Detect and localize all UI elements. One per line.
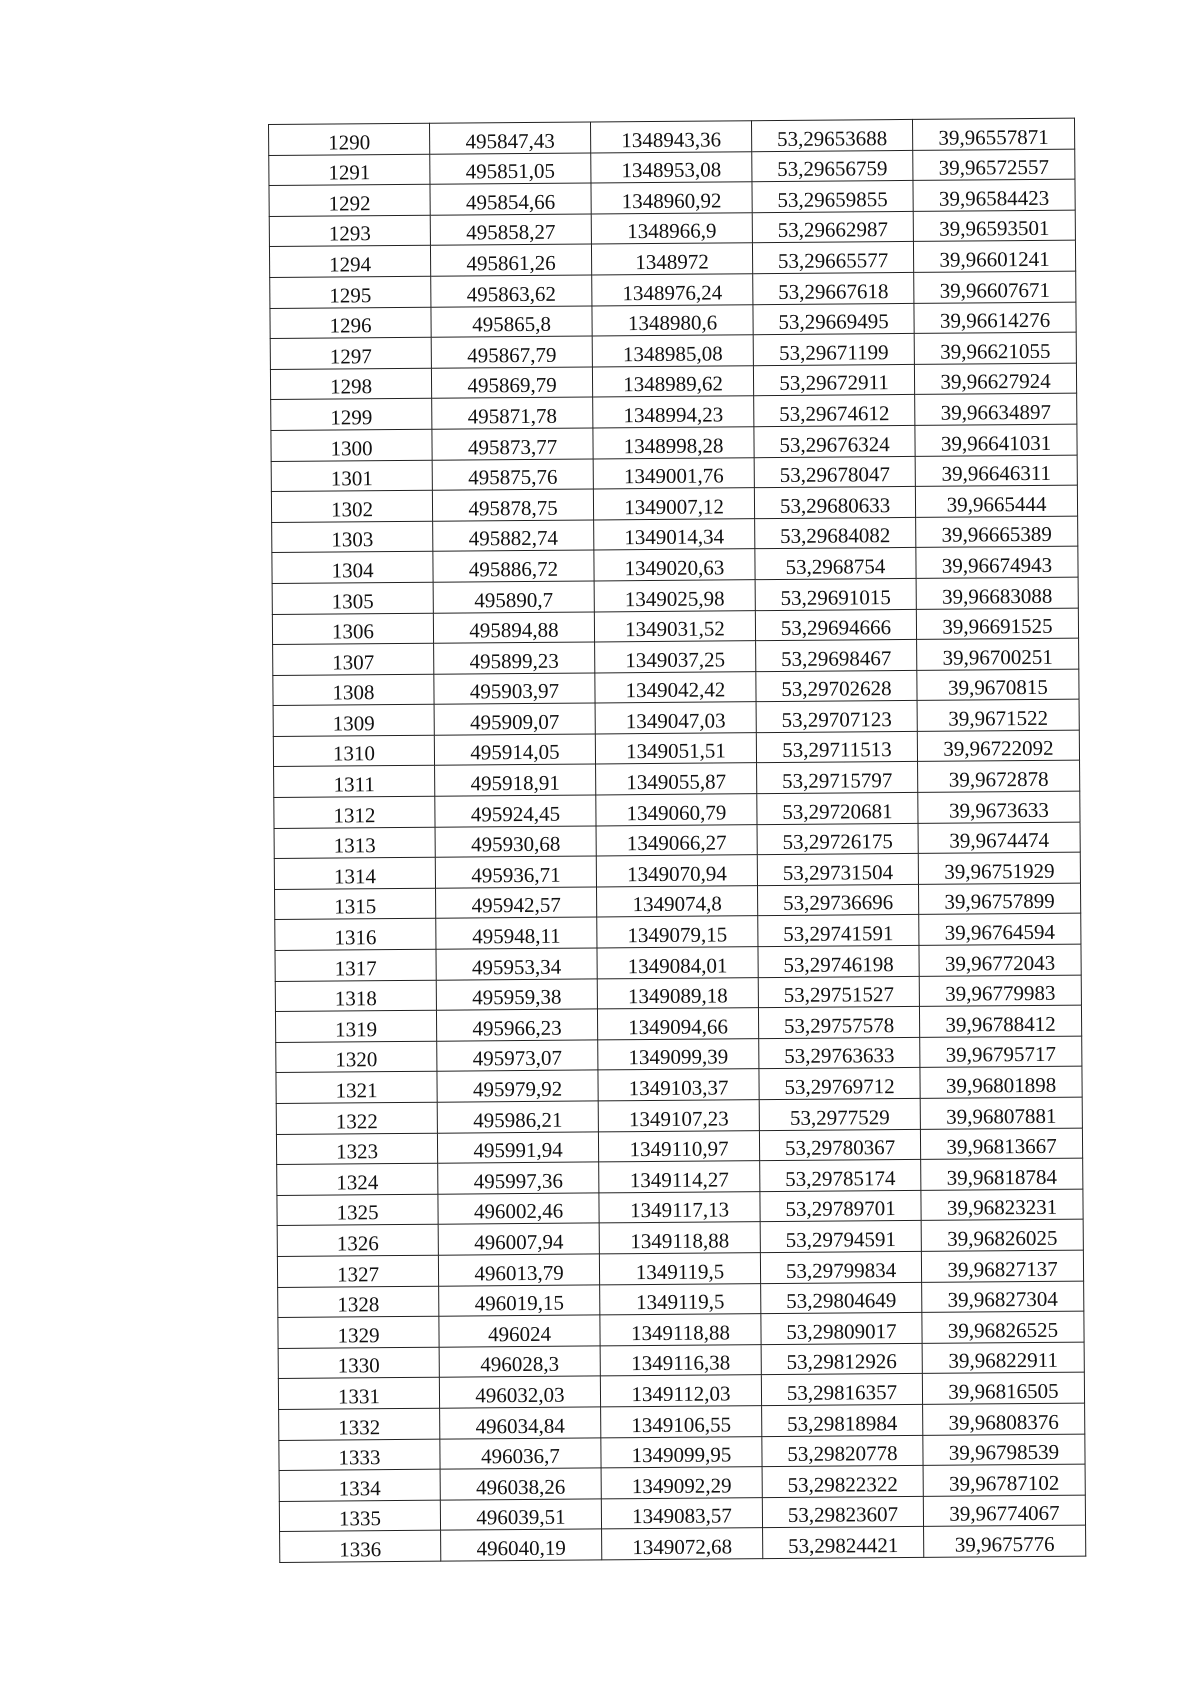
point-number-cell: 1296 xyxy=(270,307,431,339)
longitude-cell: 39,96807881 xyxy=(920,1097,1082,1129)
y-coordinate-cell: 1348972 xyxy=(591,243,752,275)
latitude-cell: 53,29671199 xyxy=(753,334,914,366)
latitude-cell: 53,29736696 xyxy=(757,884,918,916)
x-coordinate-cell: 495869,79 xyxy=(431,367,592,399)
longitude-cell: 39,96584423 xyxy=(913,179,1075,211)
y-coordinate-cell: 1349014,34 xyxy=(594,518,755,550)
longitude-cell: 39,96795717 xyxy=(920,1036,1082,1068)
point-number-cell: 1301 xyxy=(271,460,432,492)
longitude-cell: 39,96665389 xyxy=(916,516,1078,548)
point-number-cell: 1329 xyxy=(278,1316,439,1348)
point-number-cell: 1317 xyxy=(275,949,436,981)
point-number-cell: 1316 xyxy=(275,919,436,951)
y-coordinate-cell: 1349001,76 xyxy=(593,457,754,489)
latitude-cell: 53,29707123 xyxy=(756,701,917,733)
longitude-cell: 39,96557871 xyxy=(912,118,1074,150)
latitude-cell: 53,29818984 xyxy=(762,1404,923,1436)
x-coordinate-cell: 496039,51 xyxy=(440,1499,601,1531)
x-coordinate-cell: 495924,45 xyxy=(435,795,596,827)
y-coordinate-cell: 1348985,08 xyxy=(592,335,753,367)
x-coordinate-cell: 496002,46 xyxy=(438,1193,599,1225)
x-coordinate-cell: 496028,3 xyxy=(439,1346,600,1378)
latitude-cell: 53,29653688 xyxy=(751,119,912,151)
longitude-cell: 39,96646311 xyxy=(915,455,1077,487)
point-number-cell: 1327 xyxy=(277,1255,438,1287)
longitude-cell: 39,9670815 xyxy=(917,669,1079,701)
longitude-cell: 39,96641031 xyxy=(915,424,1077,456)
point-number-cell: 1306 xyxy=(272,613,433,645)
latitude-cell: 53,2977529 xyxy=(759,1098,920,1130)
y-coordinate-cell: 1349112,03 xyxy=(600,1375,761,1407)
y-coordinate-cell: 1349047,03 xyxy=(595,702,756,734)
longitude-cell: 39,96691525 xyxy=(916,608,1078,640)
longitude-cell: 39,96722092 xyxy=(917,730,1079,762)
y-coordinate-cell: 1349118,88 xyxy=(599,1222,760,1254)
latitude-cell: 53,29678047 xyxy=(754,456,915,488)
y-coordinate-cell: 1348976,24 xyxy=(592,274,753,306)
point-number-cell: 1324 xyxy=(277,1163,438,1195)
longitude-cell: 39,96822911 xyxy=(922,1342,1084,1374)
y-coordinate-cell: 1349083,57 xyxy=(601,1497,762,1529)
latitude-cell: 53,29665577 xyxy=(752,242,913,274)
longitude-cell: 39,96827137 xyxy=(921,1250,1083,1282)
y-coordinate-cell: 1349037,25 xyxy=(595,641,756,673)
latitude-cell: 53,29674612 xyxy=(754,395,915,427)
x-coordinate-cell: 496032,03 xyxy=(439,1376,600,1408)
x-coordinate-cell: 495847,43 xyxy=(429,122,590,154)
point-number-cell: 1297 xyxy=(270,337,431,369)
point-number-cell: 1332 xyxy=(279,1408,440,1440)
latitude-cell: 53,29789701 xyxy=(760,1190,921,1222)
longitude-cell: 39,96700251 xyxy=(917,638,1079,670)
longitude-cell: 39,96593501 xyxy=(913,210,1075,242)
point-number-cell: 1334 xyxy=(279,1469,440,1501)
x-coordinate-cell: 495936,71 xyxy=(435,856,596,888)
longitude-cell: 39,96816505 xyxy=(922,1372,1084,1404)
y-coordinate-cell: 1349055,87 xyxy=(596,763,757,795)
point-number-cell: 1308 xyxy=(273,674,434,706)
point-number-cell: 1309 xyxy=(273,704,434,736)
longitude-cell: 39,96614276 xyxy=(914,302,1076,334)
x-coordinate-cell: 496024 xyxy=(439,1315,600,1347)
point-number-cell: 1294 xyxy=(269,246,430,278)
point-number-cell: 1299 xyxy=(271,399,432,431)
point-number-cell: 1323 xyxy=(276,1133,437,1165)
point-number-cell: 1303 xyxy=(272,521,433,553)
longitude-cell: 39,96798539 xyxy=(923,1434,1085,1466)
y-coordinate-cell: 1349114,27 xyxy=(599,1161,760,1193)
y-coordinate-cell: 1349007,12 xyxy=(593,488,754,520)
x-coordinate-cell: 495873,77 xyxy=(432,428,593,460)
x-coordinate-cell: 495909,07 xyxy=(434,703,595,735)
table-row xyxy=(280,1525,1086,1562)
y-coordinate-cell: 1349110,97 xyxy=(598,1130,759,1162)
x-coordinate-cell: 495953,34 xyxy=(436,948,597,980)
latitude-cell: 53,29715797 xyxy=(757,762,918,794)
longitude-cell: 39,96788412 xyxy=(919,1005,1081,1037)
longitude-cell: 39,9672878 xyxy=(918,761,1080,793)
y-coordinate-cell: 1348966,9 xyxy=(591,212,752,244)
x-coordinate-cell: 495914,05 xyxy=(434,734,595,766)
longitude-cell: 39,9665444 xyxy=(915,485,1077,517)
longitude-cell: 39,96757899 xyxy=(918,883,1080,915)
x-coordinate-cell: 496019,15 xyxy=(439,1284,600,1316)
point-number-cell: 1322 xyxy=(276,1102,437,1134)
point-number-cell: 1311 xyxy=(274,766,435,798)
longitude-cell: 39,96801898 xyxy=(920,1067,1082,1099)
x-coordinate-cell: 495918,91 xyxy=(435,764,596,796)
longitude-cell: 39,96674943 xyxy=(916,546,1078,578)
longitude-cell: 39,96572557 xyxy=(913,149,1075,181)
y-coordinate-cell: 1349118,88 xyxy=(600,1314,761,1346)
longitude-cell: 39,96779983 xyxy=(919,975,1081,1007)
y-coordinate-cell: 1348994,23 xyxy=(593,396,754,428)
point-number-cell: 1326 xyxy=(277,1225,438,1257)
x-coordinate-cell: 496034,84 xyxy=(440,1407,601,1439)
x-coordinate-cell: 495899,23 xyxy=(434,642,595,674)
y-coordinate-cell: 1349119,5 xyxy=(599,1253,760,1285)
y-coordinate-cell: 1348960,92 xyxy=(591,182,752,214)
longitude-cell: 39,96826525 xyxy=(922,1311,1084,1343)
latitude-cell: 53,29720681 xyxy=(757,792,918,824)
latitude-cell: 53,29684082 xyxy=(755,517,916,549)
y-coordinate-cell: 1349107,23 xyxy=(598,1100,759,1132)
longitude-cell: 39,96751929 xyxy=(918,852,1080,884)
point-number-cell: 1305 xyxy=(272,582,433,614)
x-coordinate-cell: 495878,75 xyxy=(432,489,593,521)
x-coordinate-cell: 495948,11 xyxy=(436,917,597,949)
point-number-cell: 1328 xyxy=(278,1286,439,1318)
point-number-cell: 1321 xyxy=(276,1072,437,1104)
y-coordinate-cell: 1349074,8 xyxy=(597,886,758,918)
latitude-cell: 53,29667618 xyxy=(753,272,914,304)
latitude-cell: 53,29676324 xyxy=(754,425,915,457)
x-coordinate-cell: 495997,36 xyxy=(438,1162,599,1194)
y-coordinate-cell: 1349079,15 xyxy=(597,916,758,948)
y-coordinate-cell: 1349103,37 xyxy=(598,1069,759,1101)
latitude-cell: 53,29794591 xyxy=(760,1221,921,1253)
longitude-cell: 39,9671522 xyxy=(917,699,1079,731)
longitude-cell: 39,96826025 xyxy=(921,1220,1083,1252)
latitude-cell: 53,29694666 xyxy=(755,609,916,641)
longitude-cell: 39,96827304 xyxy=(922,1281,1084,1313)
y-coordinate-cell: 1349031,52 xyxy=(594,610,755,642)
coordinate-table-body xyxy=(269,118,1086,1562)
latitude-cell: 53,29785174 xyxy=(760,1160,921,1192)
longitude-cell: 39,96808376 xyxy=(923,1403,1085,1435)
x-coordinate-cell: 495966,23 xyxy=(436,1009,597,1041)
latitude-cell: 53,29711513 xyxy=(756,731,917,763)
point-number-cell: 1335 xyxy=(279,1500,440,1532)
y-coordinate-cell: 1348980,6 xyxy=(592,304,753,336)
latitude-cell: 53,29656759 xyxy=(752,150,913,182)
latitude-cell: 53,29799834 xyxy=(760,1251,921,1283)
latitude-cell: 53,29816357 xyxy=(761,1374,922,1406)
point-number-cell: 1333 xyxy=(279,1439,440,1471)
x-coordinate-cell: 496036,7 xyxy=(440,1437,601,1469)
x-coordinate-cell: 495882,74 xyxy=(433,520,594,552)
longitude-cell: 39,96823231 xyxy=(921,1189,1083,1221)
x-coordinate-cell: 496040,19 xyxy=(441,1529,602,1561)
latitude-cell: 53,29669495 xyxy=(753,303,914,335)
latitude-cell: 53,29822322 xyxy=(762,1466,923,1498)
longitude-cell: 39,96774067 xyxy=(923,1495,1085,1527)
x-coordinate-cell: 495865,8 xyxy=(431,306,592,338)
x-coordinate-cell: 495959,38 xyxy=(436,979,597,1011)
longitude-cell: 39,96601241 xyxy=(913,241,1075,273)
y-coordinate-cell: 1348998,28 xyxy=(593,427,754,459)
x-coordinate-cell: 495973,07 xyxy=(437,1040,598,1072)
point-number-cell: 1304 xyxy=(272,552,433,584)
coordinate-table xyxy=(268,118,1086,1563)
x-coordinate-cell: 495890,7 xyxy=(433,581,594,613)
y-coordinate-cell: 1349060,79 xyxy=(596,794,757,826)
longitude-cell: 39,96683088 xyxy=(916,577,1078,609)
point-number-cell: 1292 xyxy=(269,184,430,216)
y-coordinate-cell: 1349084,01 xyxy=(597,947,758,979)
latitude-cell: 53,29672911 xyxy=(753,364,914,396)
latitude-cell: 53,29726175 xyxy=(757,823,918,855)
y-coordinate-cell: 1349099,95 xyxy=(601,1436,762,1468)
longitude-cell: 39,9675776 xyxy=(924,1525,1086,1557)
point-number-cell: 1290 xyxy=(269,123,430,155)
point-number-cell: 1310 xyxy=(273,735,434,767)
y-coordinate-cell: 1349106,55 xyxy=(601,1406,762,1438)
point-number-cell: 1314 xyxy=(274,857,435,889)
y-coordinate-cell: 1349099,39 xyxy=(598,1038,759,1070)
longitude-cell: 39,96818784 xyxy=(921,1158,1083,1190)
latitude-cell: 53,29823607 xyxy=(762,1496,923,1528)
point-number-cell: 1315 xyxy=(275,888,436,920)
point-number-cell: 1307 xyxy=(273,643,434,675)
point-number-cell: 1325 xyxy=(277,1194,438,1226)
y-coordinate-cell: 1348943,36 xyxy=(590,121,751,153)
point-number-cell: 1313 xyxy=(274,827,435,859)
point-number-cell: 1320 xyxy=(276,1041,437,1073)
y-coordinate-cell: 1349042,42 xyxy=(595,671,756,703)
latitude-cell: 53,29691015 xyxy=(755,578,916,610)
latitude-cell: 53,29809017 xyxy=(761,1313,922,1345)
latitude-cell: 53,29751527 xyxy=(758,976,919,1008)
y-coordinate-cell: 1349020,63 xyxy=(594,549,755,581)
x-coordinate-cell: 495979,92 xyxy=(437,1070,598,1102)
y-coordinate-cell: 1349089,18 xyxy=(597,977,758,1009)
point-number-cell: 1336 xyxy=(280,1531,441,1563)
point-number-cell: 1293 xyxy=(269,215,430,247)
y-coordinate-cell: 1349119,5 xyxy=(600,1283,761,1315)
point-number-cell: 1312 xyxy=(274,796,435,828)
x-coordinate-cell: 495867,79 xyxy=(431,336,592,368)
y-coordinate-cell: 1349051,51 xyxy=(595,733,756,765)
point-number-cell: 1298 xyxy=(270,368,431,400)
latitude-cell: 53,29731504 xyxy=(757,854,918,886)
x-coordinate-cell: 495903,97 xyxy=(434,673,595,705)
longitude-cell: 39,96787102 xyxy=(923,1464,1085,1496)
x-coordinate-cell: 495861,26 xyxy=(430,244,591,276)
x-coordinate-cell: 495858,27 xyxy=(430,214,591,246)
latitude-cell: 53,29763633 xyxy=(759,1037,920,1069)
y-coordinate-cell: 1349070,94 xyxy=(596,855,757,887)
x-coordinate-cell: 495871,78 xyxy=(432,397,593,429)
x-coordinate-cell: 495863,62 xyxy=(431,275,592,307)
latitude-cell: 53,29812926 xyxy=(761,1343,922,1375)
latitude-cell: 53,29769712 xyxy=(759,1068,920,1100)
longitude-cell: 39,96764594 xyxy=(919,914,1081,946)
y-coordinate-cell: 1349025,98 xyxy=(594,580,755,612)
y-coordinate-cell: 1348953,08 xyxy=(591,151,752,183)
y-coordinate-cell: 1349092,29 xyxy=(601,1467,762,1499)
point-number-cell: 1319 xyxy=(275,1010,436,1042)
x-coordinate-cell: 495930,68 xyxy=(435,826,596,858)
latitude-cell: 53,29757578 xyxy=(758,1007,919,1039)
latitude-cell: 53,29698467 xyxy=(756,640,917,672)
x-coordinate-cell: 495942,57 xyxy=(436,887,597,919)
latitude-cell: 53,29680633 xyxy=(754,487,915,519)
latitude-cell: 53,29804649 xyxy=(761,1282,922,1314)
latitude-cell: 53,29662987 xyxy=(752,211,913,243)
y-coordinate-cell: 1349117,13 xyxy=(599,1191,760,1223)
y-coordinate-cell: 1349072,68 xyxy=(602,1528,763,1560)
x-coordinate-cell: 495886,72 xyxy=(433,550,594,582)
point-number-cell: 1291 xyxy=(269,154,430,186)
latitude-cell: 53,2968754 xyxy=(755,548,916,580)
longitude-cell: 39,9673633 xyxy=(918,791,1080,823)
latitude-cell: 53,29780367 xyxy=(759,1129,920,1161)
longitude-cell: 39,96621055 xyxy=(914,332,1076,364)
point-number-cell: 1331 xyxy=(278,1378,439,1410)
longitude-cell: 39,9674474 xyxy=(918,822,1080,854)
point-number-cell: 1318 xyxy=(275,980,436,1012)
longitude-cell: 39,96634897 xyxy=(915,394,1077,426)
x-coordinate-cell: 495986,21 xyxy=(437,1101,598,1133)
longitude-cell: 39,96772043 xyxy=(919,944,1081,976)
point-number-cell: 1330 xyxy=(278,1347,439,1379)
latitude-cell: 53,29702628 xyxy=(756,670,917,702)
x-coordinate-cell: 495991,94 xyxy=(437,1132,598,1164)
y-coordinate-cell: 1349066,27 xyxy=(596,824,757,856)
x-coordinate-cell: 496007,94 xyxy=(438,1223,599,1255)
longitude-cell: 39,96627924 xyxy=(914,363,1076,395)
y-coordinate-cell: 1349094,66 xyxy=(597,1008,758,1040)
point-number-cell: 1300 xyxy=(271,429,432,461)
x-coordinate-cell: 495875,76 xyxy=(432,458,593,490)
longitude-cell: 39,96813667 xyxy=(920,1128,1082,1160)
y-coordinate-cell: 1349116,38 xyxy=(600,1344,761,1376)
latitude-cell: 53,29741591 xyxy=(758,915,919,947)
x-coordinate-cell: 495894,88 xyxy=(433,611,594,643)
y-coordinate-cell: 1348989,62 xyxy=(592,365,753,397)
point-number-cell: 1302 xyxy=(271,490,432,522)
longitude-cell: 39,96607671 xyxy=(914,271,1076,303)
latitude-cell: 53,29824421 xyxy=(763,1527,924,1559)
x-coordinate-cell: 496013,79 xyxy=(438,1254,599,1286)
point-number-cell: 1295 xyxy=(270,276,431,308)
x-coordinate-cell: 495854,66 xyxy=(430,183,591,215)
latitude-cell: 53,29659855 xyxy=(752,181,913,213)
latitude-cell: 53,29746198 xyxy=(758,945,919,977)
x-coordinate-cell: 496038,26 xyxy=(440,1468,601,1500)
latitude-cell: 53,29820778 xyxy=(762,1435,923,1467)
x-coordinate-cell: 495851,05 xyxy=(430,153,591,185)
